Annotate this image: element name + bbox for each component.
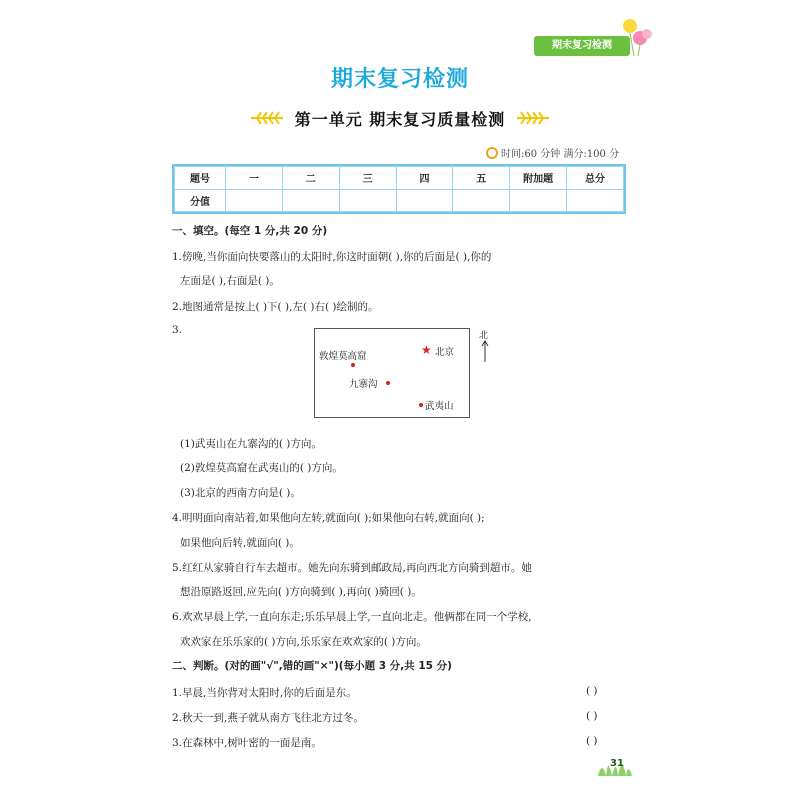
judge-answer-3[interactable]: ( ) [586, 735, 598, 747]
page-number: 31 [610, 758, 624, 769]
balloon-flower-icon [616, 12, 656, 56]
judge-item-2: 2.秋天一到,燕子就从南方飞往北方过冬。 [172, 712, 364, 724]
score-input-cell[interactable] [396, 189, 453, 212]
table-cell: 一 [226, 167, 283, 190]
map-point-jiuzhaigou [386, 381, 390, 385]
question-5-line1: 5.红红从家骑自行车去超市。她先向东骑到邮政局,再向西北方向骑到超市。她 [172, 562, 532, 574]
question-4-line1: 4.明明面向南站着,如果他向左转,就面向( );如果他向右转,就面向( ); [172, 512, 485, 524]
score-input-cell[interactable] [339, 189, 396, 212]
north-arrow [478, 328, 492, 362]
score-input-cell[interactable] [282, 189, 339, 212]
judge-item-1: 1.早晨,当你背对太阳时,你的后面是东。 [172, 687, 357, 699]
question-6-line1: 6.欢欢早晨上学,一直向东走;乐乐早晨上学,一直向北走。他俩都在同一个学校, [172, 611, 532, 623]
page-title: 期末复习检测 [330, 67, 469, 92]
question-1-line1: 1.傍晚,当你面向快要落山的太阳时,你这时面朝( ),你的后面是( ),你的 [172, 251, 492, 263]
question-3-1: (1)武夷山在九寨沟的( )方向。 [180, 438, 322, 450]
score-input-cell[interactable] [226, 189, 283, 212]
question-2: 2.地图通常是按上( )下( ),左( )右( )绘制的。 [172, 301, 379, 313]
score-table [172, 164, 626, 214]
score-input-cell[interactable] [510, 189, 567, 212]
judge-answer-1[interactable]: ( ) [586, 685, 598, 697]
time-info-text: 时间:60 分钟 满分:100 分 [501, 149, 620, 160]
table-cell: 附加题 [510, 167, 567, 190]
unit-subtitle: 第一单元 期末复习质量检测 [294, 109, 506, 129]
question-4-line2: 如果他向后转,就面向( )。 [180, 537, 300, 549]
map-label-dunhuang: 敦煌莫高窟 [319, 351, 367, 362]
page-number-badge [596, 746, 632, 776]
wheat-right-icon [515, 108, 551, 128]
question-3-label: 3. [172, 324, 183, 336]
subtitle-row [0, 104, 800, 132]
section2-heading: 二、判断。(对的画"√",错的画"×")(每小题 3 分,共 15 分) [172, 660, 452, 672]
section1-heading: 一、填空。(每空 1 分,共 20 分) [172, 225, 328, 237]
map-label-jiuzhaigou: 九寨沟 [349, 379, 378, 390]
map-point-dunhuang [351, 363, 355, 367]
score-table-value-row [175, 189, 624, 212]
judge-answer-2[interactable]: ( ) [586, 710, 598, 722]
question-1-line2: 左面是( ),右面是( )。 [180, 275, 280, 287]
table-cell: 总分 [567, 167, 624, 190]
table-cell: 题号 [175, 167, 226, 190]
table-cell: 三 [339, 167, 396, 190]
score-input-cell[interactable] [453, 189, 510, 212]
map-label-beijing: 北京 [435, 347, 455, 358]
question-5-line2: 想沿原路返回,应先向( )方向骑到( ),再向( )骑回( )。 [180, 586, 422, 598]
score-input-cell[interactable] [567, 189, 624, 212]
map-label-wuyishan: 武夷山 [425, 401, 454, 412]
table-cell: 五 [453, 167, 510, 190]
direction-map [314, 328, 470, 418]
question-6-line2: 欢欢家在乐乐家的( )方向,乐乐家在欢欢家的( )方向。 [180, 636, 427, 648]
table-cell: 四 [396, 167, 453, 190]
score-table-header-row [175, 167, 624, 190]
north-label: 北 [479, 331, 489, 341]
star-icon: ★ [421, 343, 432, 357]
clock-icon [486, 147, 498, 159]
judge-item-3: 3.在森林中,树叶密的一面是南。 [172, 737, 322, 749]
map-point-wuyishan [419, 403, 423, 407]
table-cell: 二 [282, 167, 339, 190]
question-3-2: (2)敦煌莫高窟在武夷山的( )方向。 [180, 462, 343, 474]
wheat-left-icon [249, 108, 285, 128]
table-cell: 分值 [175, 189, 226, 212]
corner-badge: 期末复习检测 [534, 36, 630, 56]
arrow-up-icon [480, 340, 490, 362]
question-3-3: (3)北京的西南方向是( )。 [180, 487, 301, 499]
time-info [486, 145, 619, 160]
